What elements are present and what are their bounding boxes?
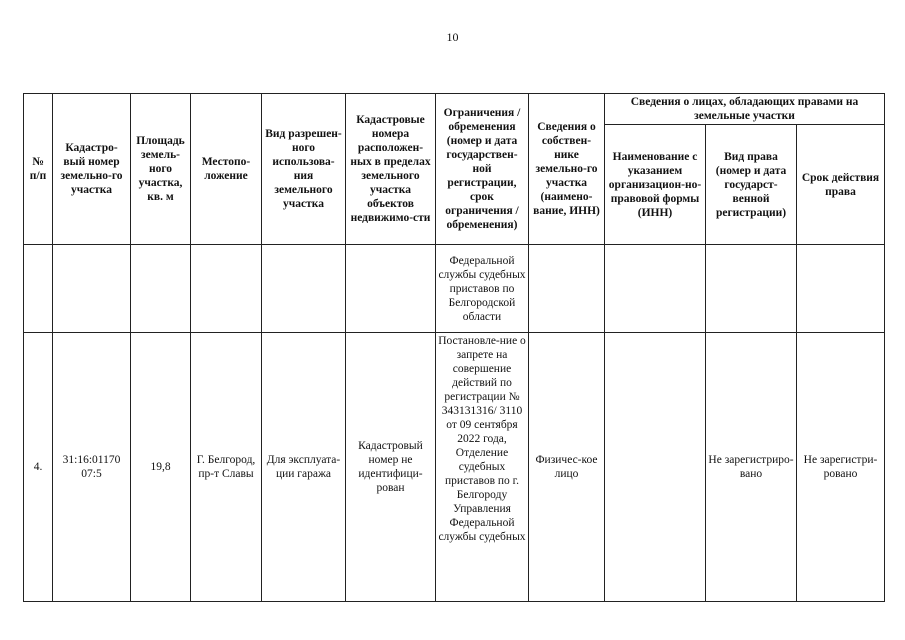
header-rights-group: Сведения о лицах, обладающих правами на земельные участки — [605, 94, 885, 125]
header-restrictions: Ограничения / обременения (номер и дата государствен-ной регистрации, срок ограничения / обременения) — [436, 94, 529, 245]
header-owner: Сведения о собствен-нике земельно-го участка (наимено-вание, ИНН) — [529, 94, 605, 245]
header-num: № п/п — [24, 94, 53, 245]
table-row — [24, 333, 885, 602]
page-number: 10 — [446, 30, 459, 44]
cell-cadastral: 31:16:01170 07:5 — [53, 333, 131, 602]
cell-location: Г. Белгород, пр-т Славы — [191, 333, 262, 602]
header-right-term: Срок действия права — [797, 125, 885, 245]
header-right-type: Вид права (номер и дата государст-венной регистрации) — [706, 125, 797, 245]
cell-holder-name — [605, 333, 706, 602]
cell-restrictions-continued: Федеральной службы судебных приставов по Белгородской области — [436, 245, 529, 333]
cell-area: 19,8 — [131, 333, 191, 602]
cell-objects: Кадастровый номер не идентифици-рован — [346, 333, 436, 602]
cell-num: 4. — [24, 333, 53, 602]
cell-right-type: Не зарегистриро-вано — [706, 333, 797, 602]
header-holder-name: Наименование с указанием организацион-но-правовой формы (ИНН) — [605, 125, 706, 245]
header-cadastral: Кадастро-вый номер земельно-го участка — [53, 94, 131, 245]
land-plot-table — [23, 93, 885, 602]
table-row-continuation — [24, 245, 885, 333]
header-objects: Кадастровые номера расположен-ных в пределах земельного участка объектов недвижимо-сти — [346, 94, 436, 245]
cell-right-term: Не зарегистри-ровано — [797, 333, 885, 602]
cell-restrictions: Постановле-ние о запрете на совершение действий по регистрации № 343131316/ 3110 от 09 сентября 2022 года, Отделение судебных приставов по г. Белгороду Управления Федеральной службы судебных — [438, 335, 526, 543]
header-location: Местопо-ложение — [191, 94, 262, 245]
header-use: Вид разрешен-ного использова-ния земельного участка — [262, 94, 346, 245]
header-area: Площадь земель-ного участка, кв. м — [131, 94, 191, 245]
cell-use: Для эксплуата-ции гаража — [262, 333, 346, 602]
cell-owner: Физичес-кое лицо — [529, 333, 605, 602]
